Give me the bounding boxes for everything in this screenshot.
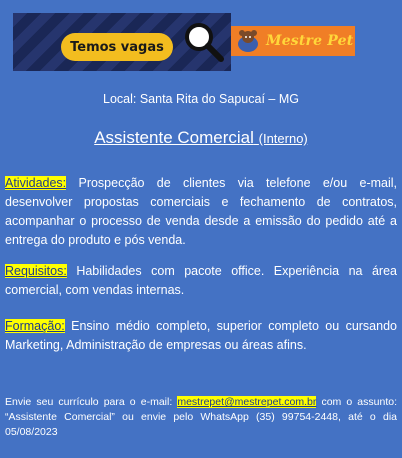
magnifier-icon <box>181 19 227 65</box>
contact-email-link[interactable]: mestrepet@mestrepet.com.br <box>177 396 317 408</box>
brand-logo <box>231 26 355 56</box>
section-activities <box>5 174 397 250</box>
hiring-banner <box>13 13 231 71</box>
pet-mascot-icon <box>233 27 263 55</box>
job-title-line <box>0 128 402 148</box>
job-type: (Interno) <box>258 131 308 146</box>
section-label: Atividades: <box>5 176 67 190</box>
banner-text: Temos vagas <box>70 39 164 55</box>
section-education <box>5 317 397 355</box>
brand-name: Mestre Pet <box>266 33 354 49</box>
section-requirements <box>5 262 397 300</box>
section-text: Ensino médio completo, superior completo ou cursando Marketing, Administração de empresas ou áreas afins. <box>5 319 397 352</box>
section-text: Prospecção de clientes via telefone e/ou e-mail, desenvolver propostas comerciais e fechamento de contratos, acompanhar o processo de venda desde a emissão do pedido até a entrega do produto e pós venda. <box>5 176 397 247</box>
footer-prefix: Envie seu currículo para o e-mail: <box>5 396 178 408</box>
footer-suffix: com o assunto: “Assistente Comercial” ou envie pelo WhatsApp (35) 99754-2448, até o dia 05/08/2023 <box>5 396 397 438</box>
application-instructions <box>5 395 397 440</box>
section-label: Formação: <box>5 319 65 333</box>
job-title: Assistente Comercial <box>94 128 254 147</box>
section-text: Habilidades com pacote office. Experiência na área comercial, com vendas internas. <box>5 264 397 297</box>
section-label: Requisitos: <box>5 264 67 278</box>
job-location: Local: Santa Rita do Sapucaí – MG <box>103 92 299 106</box>
banner-pill <box>61 33 173 61</box>
